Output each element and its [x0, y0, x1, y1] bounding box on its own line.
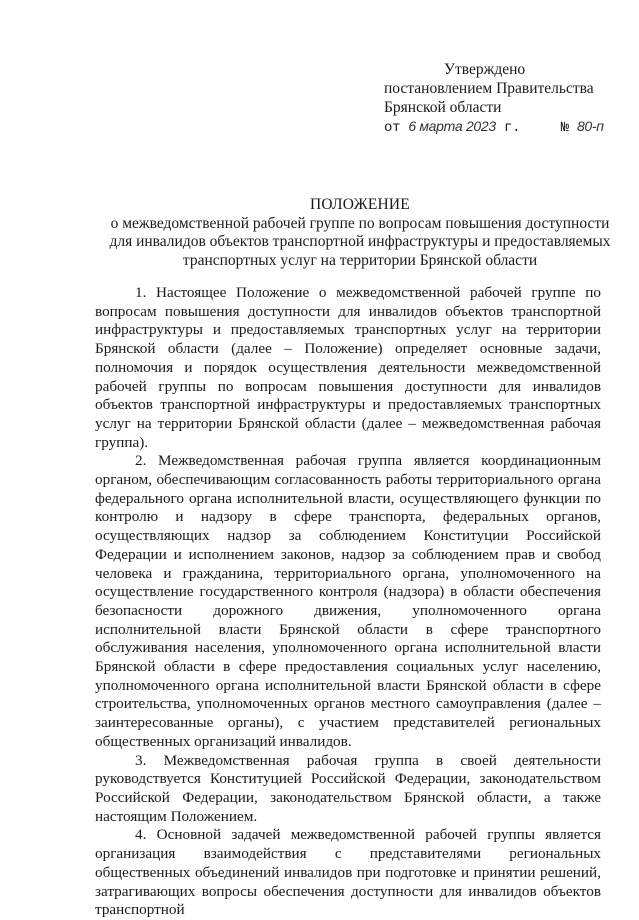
document-heading: ПОЛОЖЕНИЕ: [310, 196, 410, 213]
paragraph-3: 3. Межведомственная рабочая группа в своей деятельности руководствуется Конституцией Российской Федерации, законодательством Российской Федерации, законодательством Брянской области, а также настоящим Положением.: [95, 751, 601, 825]
date-prefix: от: [384, 120, 401, 136]
approval-line-approved: Утверждено: [444, 61, 526, 78]
approval-line-region: Брянской области: [384, 99, 502, 116]
paragraph-1: 1. Настоящее Положение о межведомственной рабочей группе по вопросам повышения доступности для инвалидов объектов транспортной инфраструктуры и предоставляемых транспортных услуг на территории Брянской области (далее – Положение) определяет основные задачи, полномочия и порядок осуществления деятельности межведомственной рабочей группы по вопросам повышения доступности для инвалидов объектов транспортной инфраструктуры и предоставляемых транспортных услуг на территории Брянской области (далее – межведомственная рабочая группа).: [95, 284, 601, 451]
paragraph-2: 2. Межведомственная рабочая группа является координационным органом, обеспечивающим согласованность работы территориального органа федерального органа исполнительной власти, осуществляющего функции по контролю и надзору в сфере транспорта, федеральных органов, осуществляющих надзор за соблюдением Конституции Российской Федерации и исполнением законов, надзор за соблюдением прав и свобод человека и гражданина, территориального органа, уполномоченного на осуществление государственного контроля (надзора) в области обеспечения безопасности дорожного движения, уполномоченного органа исполнительной власти Брянской области в сфере транспортного обслуживания населения, уполномоченного органа исполнительной власти Брянской области в сфере предоставления социальных услуг населению, уполномоченного органа исполнительной власти Брянской области в сфере строительства, уполномоченных органов местного самоуправления (далее – заинтересованные органы), с участием представителей региональных общественных организаций инвалидов.: [95, 452, 601, 750]
handwritten-date: 6 марта 2023: [408, 118, 496, 134]
document-subtitle-line-3: транспортных услуг на территории Брянской области: [182, 251, 538, 269]
document-title-block: [80, 196, 639, 270]
approval-stamp: [384, 60, 614, 138]
approval-line-resolution: постановлением Правительства: [384, 80, 594, 97]
document-body: [95, 284, 601, 920]
paragraph-4: 4. Основной задачей межведомственной рабочей группы является организация взаимодействия с представителями региональных общественных объединений инвалидов при подготовке и принятии решений, затрагивающих вопросы обеспечения доступности для инвалидов объектов транспортной: [95, 826, 601, 919]
document-subtitle-line-1: о межведомственной рабочей группе по вопросам повышения доступности: [110, 214, 610, 232]
number-prefix: №: [560, 120, 569, 136]
document-subtitle-line-2: для инвалидов объектов транспортной инфраструктуры и предоставляемых: [109, 233, 611, 250]
approval-date-line: [384, 117, 614, 138]
handwritten-number: 80-п: [576, 118, 604, 134]
date-suffix: г.: [504, 120, 521, 136]
